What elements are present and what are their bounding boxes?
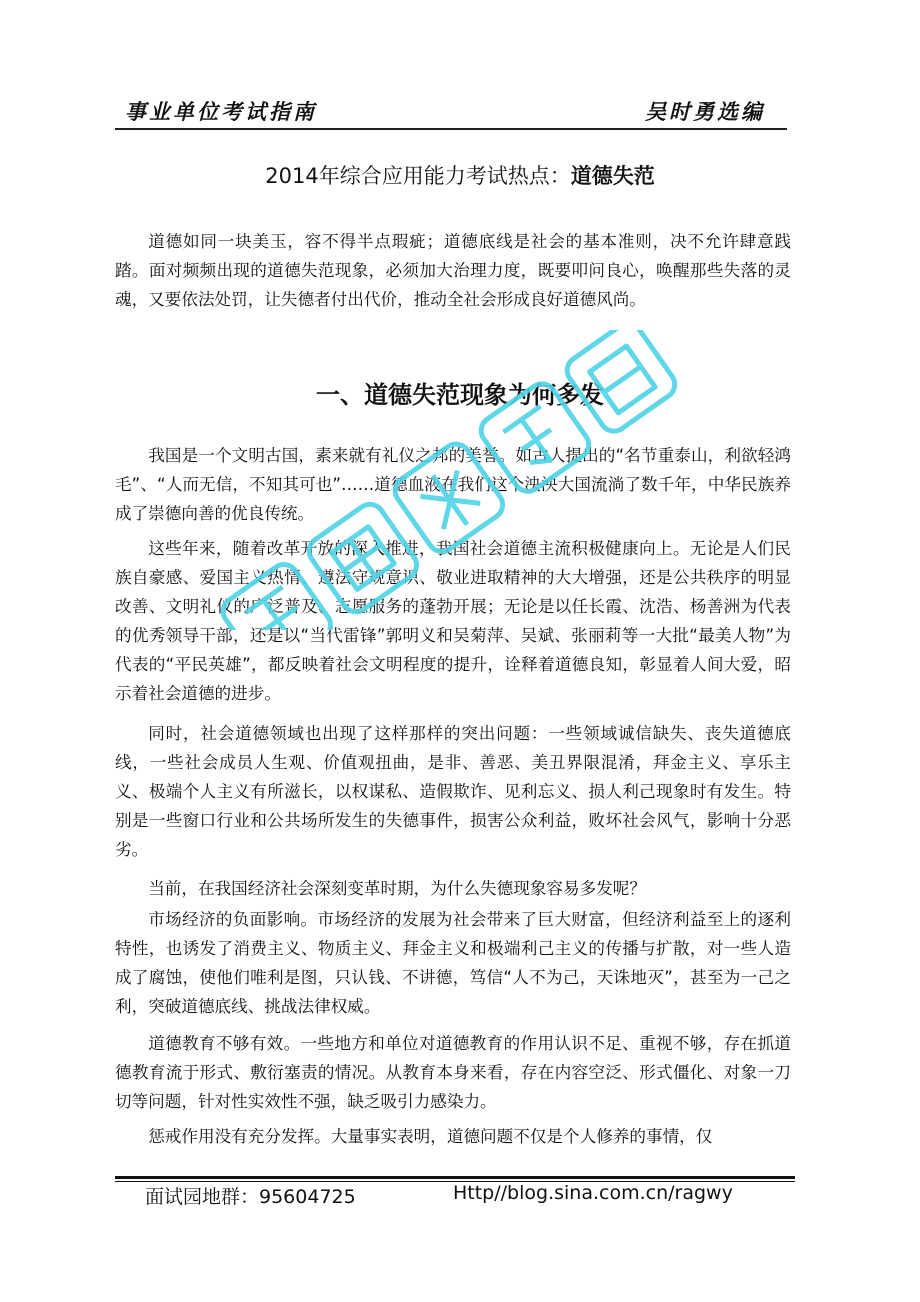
paragraph-6: 道德教育不够有效。一些地方和单位对道德教育的作用认识不足、重视不够，存在抓道德教育流于形式、敷衍塞责的情况。从教育本身来看，存在内容空泛、形式僵化、对象一刀切等问题，针对性实效性不强，缺乏吸引力感染力。 (115, 1034, 791, 1111)
footer-blog-url: Http//blog.sina.com.cn/ragwy (453, 1182, 733, 1204)
paragraph-4: 当前，在我国经济社会深刻变革时期，为什么失德现象容易多发呢？ (148, 879, 646, 898)
paragraph-1: 我国是一个文明古国，素来就有礼仪之邦的美誉。如古人提出的“名节重泰山，利欲轻鸿毛”、“人而无信，不知其可也”……道德血液在我们这个泱泱大国流淌了数千年，中华民族养成了崇德向善的优良传统。 (115, 446, 791, 523)
paragraph-2: 这些年来，随着改革开放的深入推进，我国社会道德主流积极健康向上。无论是人们民族自豪感、爱国主义热情、遵法守规意识、敬业进取精神的大大增强，还是公共秩序的明显改善、文明礼仪的广泛普及、志愿服务的蓬勃开展；无论是以任长霞、沈浩、杨善洲为代表的优秀领导干部，还是以“当代雷锋”郭明义和吴菊萍、吴斌、张丽莉等一大批“最美人物”为代表的“平民英雄”，都反映着社会文明程度的提升，诠释着道德良知，彰显着人间大爱，昭示着社会道德的进步。 (115, 539, 791, 703)
footer-qq-group: 面试园地群：95604725 (145, 1186, 356, 1208)
page-header (115, 96, 787, 130)
intro-paragraph: 道德如同一块美玉，容不得半点瑕疵；道德底线是社会的基本准则，决不允许肆意践踏。面对频频出现的道德失范现象，必须加大治理力度，既要叩问良心，唤醒那些失落的灵魂，又要依法处罚，让失德者付出代价，推动全社会形成良好道德风尚。 (115, 232, 791, 309)
document-title (0, 160, 920, 190)
header-left-title: 事业单位考试指南 (125, 99, 317, 124)
header-right-author: 吴时勇选编 (645, 99, 765, 124)
paragraph-3: 同时，社会道德领域也出现了这样那样的突出问题：一些领域诚信缺失、丧失道德底线，一些社会成员人生观、价值观扭曲，是非、善恶、美丑界限混淆，拜金主义、享乐主义、极端个人主义有所滋长，以权谋私、造假欺诈、见利忘义、损人利己现象时有发生。特别是一些窗口行业和公共场所发生的失德事件，损害公众利益，败坏社会风气，影响十分恶劣。 (115, 724, 791, 859)
paragraph-5: 市场经济的负面影响。市场经济的发展为社会带来了巨大财富，但经济利益至上的逐利特性，也诱发了消费主义、物质主义、拜金主义和极端利己主义的传播与扩散，对一些人造成了腐蚀，使他们唯利是图，只认钱、不讲德，笃信“人不为己，天诛地灭”，甚至为一己之利，突破道德底线、挑战法律权威。 (115, 910, 791, 1016)
section-heading: 一、道德失范现象为何多发 (316, 381, 604, 409)
title-bold: 道德失范 (570, 164, 655, 188)
paragraph-7: 惩戒作用没有充分发挥。大量事实表明，道德问题不仅是个人修养的事情，仅 (148, 1127, 713, 1146)
title-prefix: 2014年综合应用能力考试热点： (265, 164, 571, 188)
